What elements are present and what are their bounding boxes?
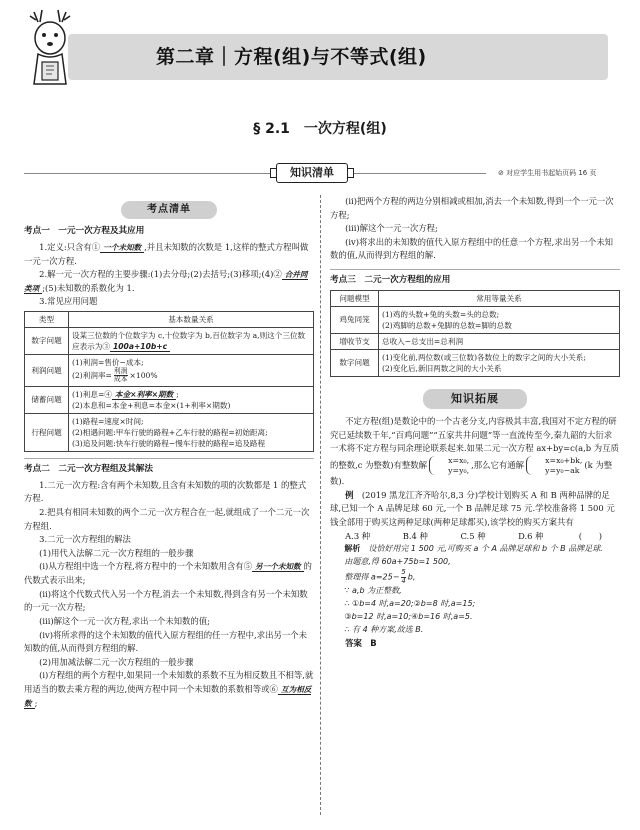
table-header: 基本数量关系	[69, 311, 314, 327]
general-solution: x=x₀+bk, y=y₀−ak	[526, 456, 582, 475]
topic-1-title: 考点一 一元一次方程及其应用	[24, 226, 145, 236]
table-row: 储蓄问题 (1)利息=④ 本金×利率×期数 ; (2)本息和=本金+利息=本金×(1+利率×期数)	[25, 386, 314, 413]
knowledge-list-badge	[270, 161, 354, 185]
chapter-banner	[68, 34, 608, 80]
profit-fraction: $\frac{\text{利润}}{\text{成本}}$	[113, 366, 128, 384]
blank-answer-2: 合并同类项	[24, 270, 308, 293]
model-table	[330, 290, 620, 377]
paragraph: 3.二元一次方程组的解法	[39, 534, 131, 545]
section-rule	[24, 458, 314, 459]
table-row: 数字问题 (1)变化前,两位数(或三位数)各数位上的数字之间的大小关系; (2)变化后,新旧两数之间的大小关系	[331, 349, 620, 376]
table-row: 行程问题 (1)路程=速度×时间; (2)相遇问题:甲车行驶的路程+乙车行驶的路程=初始距离; (3)追及问题:快车行驶的路程−慢车行驶的路程=追及路程	[25, 413, 314, 451]
steps-paragraph: 2.解一元一次方程的主要步骤:(1)去分母;(2)去括号;(3)移项;(4)② 合并同类项 ;(5)未知数的系数化为 1.	[24, 269, 308, 293]
divider-line	[354, 173, 486, 174]
page-reference	[498, 168, 596, 179]
answer-label: 答案	[345, 637, 362, 648]
blank-answer-3: 100a+10b+c	[110, 342, 170, 352]
example-problem: 例 (2019 黑龙江齐齐哈尔,8,3 分)学校计划购买 A 和 B 两种品牌的足球,已知一个 A 品牌足球 60 元,一个 B 品牌足球 75 元.学校准备将 1 500 元钱全部用于购买这两种足球(两种足球都买),该学校的购买方案共有 ( )	[330, 489, 620, 530]
paragraph: 1.二元一次方程:含有两个未知数,且含有未知数的项的次数都是 1 的整式方程.	[24, 479, 307, 504]
key-points-pill: 考点清单	[121, 201, 217, 219]
paragraph: (1)用代入法解二元一次方程组的一般步骤	[39, 547, 194, 558]
table-row: 数字问题 设某三位数的个位数字为 c,十位数字为 b,百位数字为 a,则这个三位数应表示为③ 100a+10b+c	[25, 327, 314, 354]
column-divider	[320, 195, 321, 815]
knowledge-extension-pill: 知识拓展	[423, 389, 527, 409]
application-table	[24, 311, 314, 452]
answer-line	[330, 637, 620, 651]
paragraph: (i)从方程组中选一个方程,将方程中的一个未知数用含有⑤ 另一个未知数 的代数式表示出来;	[24, 561, 312, 586]
example-label: 例	[345, 489, 354, 500]
blank-answer-6: 互为相反数	[24, 684, 312, 708]
particular-solution: x=x₀, y=y₀,	[429, 456, 469, 475]
solution-steps: 由题意,得 60a+75b=1 500, 整理得 a=25− $\frac{5}{4}$ b, ∵ a,b 为正整数, ∴ ①b=4 时,a=20;②b=8 时,a=15; ③b=12 时,a=10;④b=16 时,a=5. ∴ 有 4 种方案,故选 B.	[344, 557, 476, 635]
paragraph: (iii)解这个一元一次方程;	[345, 223, 438, 234]
paragraph: (iv)将所求得的这个未知数的值代入原方程组的任一方程中,求出另一个未知数的值,从而得到方程组的解.	[24, 629, 307, 654]
solution-text: 解析 设恰好用完 1 500 元,可购买 a 个 A 品牌足球和 b 个 B 品牌足球.	[344, 544, 603, 554]
paragraph: (ii)把两个方程的两边分别相减或相加,消去一个未知数,得到一个一元一次方程;	[330, 196, 614, 220]
blank-answer-5: 另一个未知数	[252, 562, 304, 572]
topic-2-title: 考点二 二元一次方程组及其解法	[24, 463, 153, 474]
page-reference-text: 对应学生用书起始页码 16 页	[506, 169, 597, 177]
option-c: C.5 种	[460, 530, 486, 541]
paragraph: (i)方程组的两个方程中,如果同一个未知数的系数不互为相反数且不相等,就用适当的数去乘方程的两边,使两方程中同一个未知数的系数相等或⑥ 互为相反数 ;	[24, 670, 314, 708]
chapter-title: 第二章｜方程(组)与不等式(组)	[156, 45, 427, 68]
section-title: § 2.1 一次方程(组)	[253, 121, 387, 137]
paragraph: (iii)解这个一元一次方程,求出一个未知数的值;	[39, 615, 210, 626]
solution-label: 解析	[344, 544, 361, 554]
definition-paragraph: 1.定义:只含有① 一个未知数 ,并且未知数的次数是 1,这样的整式方程叫做一元一次方程.	[24, 241, 309, 266]
table-row: 增收节支 总收入−总支出=总利润	[331, 333, 620, 349]
paragraph: (2)用加减法解二元一次方程组的一般步骤	[39, 656, 194, 667]
divider-line	[24, 173, 270, 174]
table-row: 利润问题 (1)利润=售价−成本; (2)利润率= $\frac{\text{利润}}{\text{成本}}$ ×100%	[25, 354, 314, 386]
answer-value: B	[370, 637, 377, 648]
fraction-5-4: $\frac{5}{4}$	[401, 568, 406, 585]
option-a: A.3 种	[345, 530, 371, 541]
check-icon: ⊘	[498, 169, 504, 177]
answer-options	[330, 530, 564, 544]
extension-paragraph: 不定方程(组)是数论中的一个古老分支,内容极其丰富,我国对不定方程的研究已延续数千年,“百鸡问题”“五家共井问题”等一直流传至今,秦九韶的大衍求一术将不定方程与同余理论联系起来.如果二元一次方程 ax+by=c(a,b 为互质的整数,c 为整数)有整数解 x=x₀, y=y₀, ,那么它有通解 x=x₀+bk, y=y₀−ak (k 为整数).	[330, 415, 619, 487]
badge-label: 知识清单	[276, 163, 348, 183]
answer-bracket: ( )	[578, 530, 602, 541]
blank-answer-4: 本金×利率×期数	[112, 390, 176, 400]
paragraph: 2.把具有相同未知数的两个二元一次方程合在一起,就组成了一个二元一次方程组.	[24, 507, 310, 531]
paragraph: (iv)将求出的未知数的值代入原方程组中的任意一个方程,求出另一个未知数的值,从而得到方程组的解.	[330, 236, 613, 261]
option-d: D.6 种	[518, 530, 544, 541]
table-header: 问题模型	[331, 290, 379, 306]
table-header: 常用等量关系	[379, 290, 620, 306]
topic-3-title: 考点三 二元一次方程组的应用	[330, 275, 451, 286]
option-b: B.4 种	[402, 530, 428, 541]
application-heading: 3.常见应用问题	[39, 296, 98, 307]
left-column	[24, 195, 314, 710]
table-row: 鸡兔同笼 (1)鸡的头数+兔的头数=头的总数; (2)鸡脚的总数+兔脚的总数=脚的总数	[331, 306, 620, 333]
right-column	[330, 195, 620, 651]
paragraph: (ii)将这个代数式代入另一个方程,消去一个未知数,得到含有另一个未知数的一元一次方程;	[24, 588, 308, 613]
blank-answer-1: 一个未知数	[100, 243, 144, 253]
table-header: 类型	[25, 311, 69, 327]
section-rule	[330, 269, 620, 270]
